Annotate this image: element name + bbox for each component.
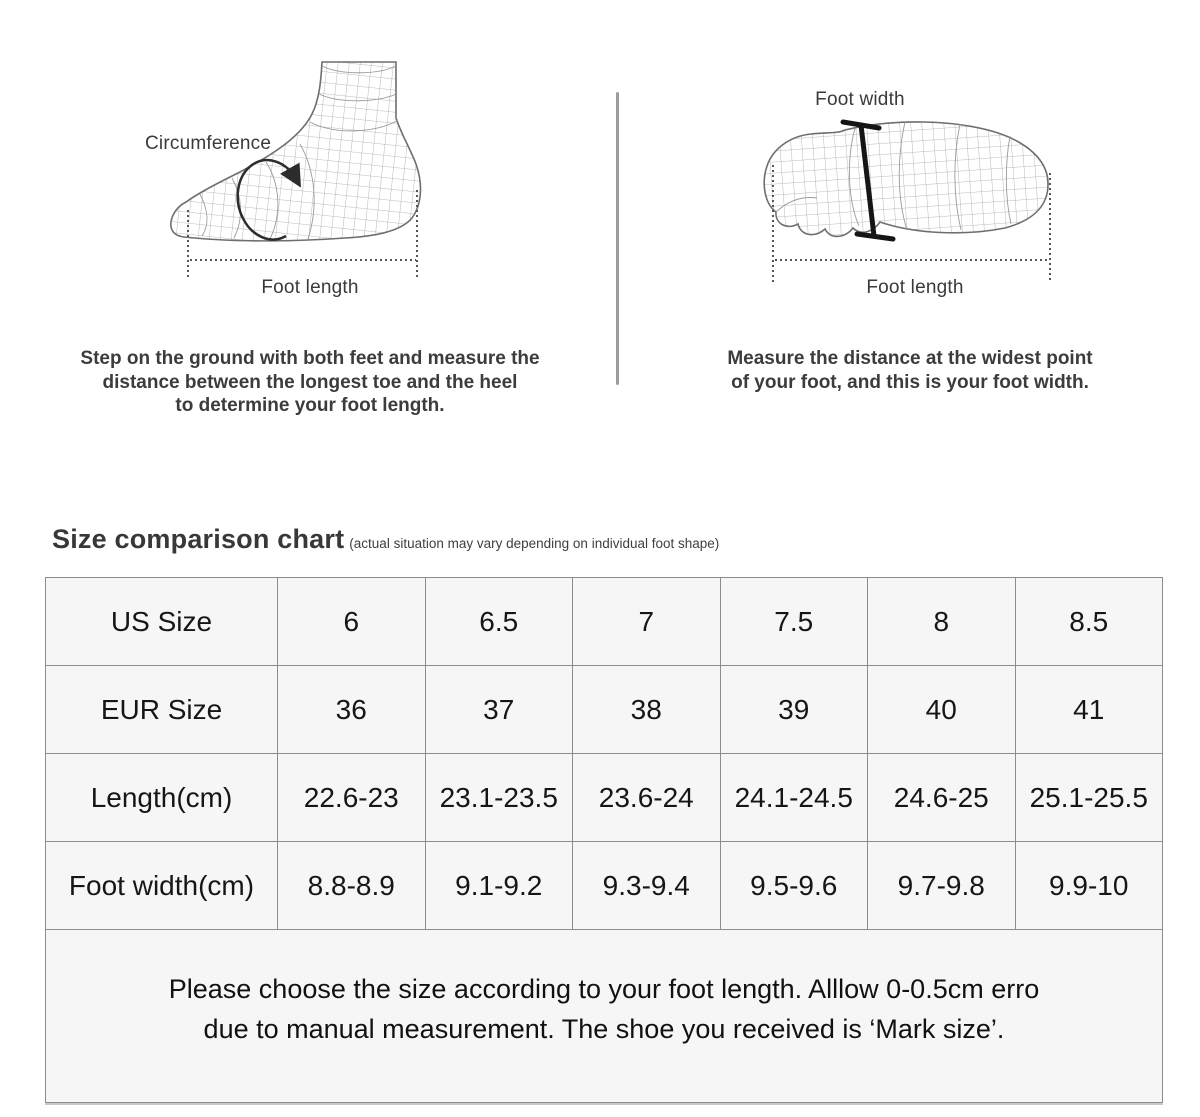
page-subtitle: (actual situation may vary depending on individual foot shape) <box>349 536 720 551</box>
instruction-line: Step on the ground with both feet and measure the <box>80 348 540 369</box>
row-header: EUR Size <box>46 666 278 754</box>
right-instruction <box>660 347 1160 394</box>
table-cell: 37 <box>425 666 573 754</box>
table-cell: 9.9-10 <box>1015 842 1163 930</box>
table-cell: 38 <box>573 666 721 754</box>
note-line: due to manual measurement. The shoe you received is ‘Mark size’. <box>203 1014 1005 1044</box>
foot-top-view-illustration <box>755 108 1075 288</box>
table-cell: 7.5 <box>720 578 868 666</box>
table-row-length <box>46 754 1163 842</box>
circumference-label: Circumference <box>145 133 272 154</box>
row-header: US Size <box>46 578 278 666</box>
section-heading <box>52 524 719 555</box>
table-cell: 6.5 <box>425 578 573 666</box>
table-cell: 9.5-9.6 <box>720 842 868 930</box>
panel-divider <box>616 92 619 385</box>
row-header: Length(cm) <box>46 754 278 842</box>
table-row-us-size <box>46 578 1163 666</box>
table-cell: 24.6-25 <box>868 754 1016 842</box>
table-cell: 24.1-24.5 <box>720 754 868 842</box>
instruction-line: distance between the longest toe and the heel <box>102 371 518 393</box>
table-cell: 8.8-8.9 <box>278 842 426 930</box>
foot-top-mesh <box>764 122 1048 236</box>
table-cell: 6 <box>278 578 426 666</box>
table-cell: 9.1-9.2 <box>425 842 573 930</box>
table-note <box>46 930 1163 1103</box>
table-cell: 39 <box>720 666 868 754</box>
table-cell: 40 <box>868 666 1016 754</box>
left-instruction <box>60 347 560 418</box>
instruction-line: Measure the distance at the widest point <box>727 348 1093 369</box>
foot-side-view-illustration <box>140 52 460 287</box>
note-line: Please choose the size according to your foot length. Alllow 0-0.5cm erro <box>168 974 1040 1004</box>
size-comparison-table <box>45 577 1163 1103</box>
table-cell: 9.3-9.4 <box>573 842 721 930</box>
table-cell: 9.7-9.8 <box>868 842 1016 930</box>
table-cell: 23.1-23.5 <box>425 754 573 842</box>
table-cell: 25.1-25.5 <box>1015 754 1163 842</box>
foot-length-label-left: Foot length <box>261 277 359 298</box>
table-cell: 22.6-23 <box>278 754 426 842</box>
table-cell: 8 <box>868 578 1016 666</box>
table-row-eur-size <box>46 666 1163 754</box>
row-header: Foot width(cm) <box>46 842 278 930</box>
table-cell: 36 <box>278 666 426 754</box>
foot-width-label: Foot width <box>815 89 905 110</box>
table-cell: 7 <box>573 578 721 666</box>
table-row-foot-width <box>46 842 1163 930</box>
table-cell: 23.6-24 <box>573 754 721 842</box>
table-cell: 41 <box>1015 666 1163 754</box>
instruction-line: to determine your foot length. <box>175 395 445 416</box>
instruction-line: of your foot, and this is your foot width. <box>731 371 1089 393</box>
page-title: Size comparison chart <box>52 524 345 554</box>
table-cell: 8.5 <box>1015 578 1163 666</box>
foot-length-label-right: Foot length <box>866 277 964 298</box>
table-note-row <box>46 930 1163 1103</box>
